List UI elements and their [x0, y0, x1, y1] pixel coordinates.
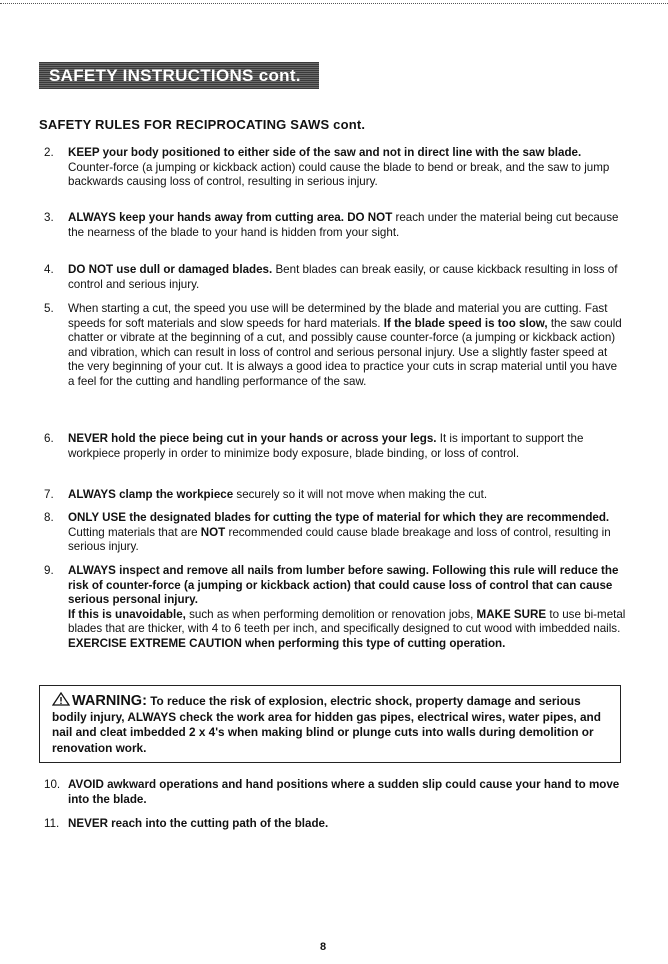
rule-item-11	[44, 817, 626, 832]
rule-text: reach under the material being cut because the nearness of the blade to your hand is hidden from your sight.	[68, 211, 619, 239]
rule-number: 7.	[44, 488, 54, 501]
rule-number: 11.	[44, 817, 60, 830]
rule-item-6	[44, 432, 626, 461]
rule-emphasis: DO NOT use dull or damaged blades.	[68, 263, 273, 276]
rule-emphasis: AVOID awkward operations and hand positions where a sudden slip could cause your hand to move into the blade.	[68, 778, 620, 806]
warning-triangle-icon	[52, 692, 70, 706]
rule-text: Bent blades can break easily, or cause kickback resulting in loss of control and serious injury.	[68, 263, 618, 291]
top-dotted-rule	[0, 3, 668, 4]
rule-emphasis: MAKE SURE	[476, 607, 547, 621]
rule-number: 2.	[44, 146, 54, 159]
rule-emphasis: ONLY USE the designated blades for cutting the type of material for which they are recommended.	[68, 511, 610, 524]
rule-emphasis: EXERCISE EXTREME CAUTION when performing this type of cutting operation.	[68, 636, 506, 650]
rule-emphasis: If the blade speed is too slow,	[383, 316, 548, 330]
rule-emphasis: ALWAYS clamp the workpiece	[68, 488, 234, 501]
warning-box	[39, 685, 621, 763]
rule-item-9	[44, 564, 626, 652]
rule-text: It is important to support the workpiece properly in order to minimize body exposure, blade binding, or loss of control.	[68, 432, 584, 460]
rule-number: 8.	[44, 511, 54, 524]
rule-emphasis: If this is unavoidable,	[68, 607, 186, 621]
rule-emphasis: KEEP your body positioned to either side of the saw and not in direct line with the saw blade.	[68, 146, 582, 159]
rule-item-10	[44, 778, 626, 807]
section-heading: SAFETY RULES FOR RECIPROCATING SAWS cont.	[39, 117, 366, 132]
section-banner: SAFETY INSTRUCTIONS cont.	[39, 62, 319, 89]
rule-item-3	[44, 211, 626, 240]
rule-number: 10.	[44, 778, 61, 791]
rule-item-2	[44, 146, 626, 190]
rule-number: 9.	[44, 564, 54, 577]
rule-number: 6.	[44, 432, 54, 445]
rule-text: When starting a cut, the speed you use will be determined by the blade and material you are cutting. Fast speeds for soft materials and slow speeds for hard materials.	[68, 302, 608, 330]
warning-heading: WARNING:	[72, 693, 147, 709]
rule-number: 4.	[44, 263, 54, 276]
rule-item-8	[44, 511, 626, 555]
rule-text: to use bi-metal blades that are thicker, with 4 to 6 teeth per inch, and specifically designed to cut wood with imbedded nails.	[68, 607, 626, 636]
page-number: 8	[320, 941, 327, 953]
rule-number: 5.	[44, 302, 54, 315]
rule-emphasis: ALWAYS keep your hands away from cutting area. DO NOT	[68, 211, 393, 224]
rule-item-4	[44, 263, 626, 292]
rule-text: such as when performing demolition or renovation jobs,	[185, 607, 477, 621]
rule-item-5	[44, 302, 626, 390]
warning-text: To reduce the risk of explosion, electric shock, property damage and serious bodily injury, ALWAYS check the work area for hidden gas pipes, electrical wires, water pipes, and nail and cleat imbedded 2 x 4's when making blind or plunge cuts into walls during demolition or renovation work.	[52, 694, 601, 755]
rule-number: 3.	[44, 211, 54, 224]
rule-text: securely so it will not move when making the cut.	[233, 488, 488, 501]
rule-text: the saw could chatter or vibrate at the beginning of a cut, and possibly cause counter-force (a jumping or kickback action) and vibration, which can result in loss of control and serious personal injury. Use a slightly faster speed at the very beginning of your cut. It is always a good idea to practice your cuts in scrap material until you have a feel for the cutting and handling performance of the saw.	[68, 316, 622, 388]
rule-text: Cutting materials that are	[68, 525, 201, 539]
rule-emphasis: NEVER reach into the cutting path of the blade.	[68, 817, 329, 830]
rule-text: Counter-force (a jumping or kickback action) could cause the blade to bend or break, and the saw to jump backwards causing loss of control, resulting in serious injury.	[68, 160, 610, 189]
rule-item-7	[44, 488, 626, 503]
rule-emphasis: NOT	[200, 525, 226, 539]
rule-emphasis: NEVER hold the piece being cut in your hands or across your legs.	[68, 432, 437, 445]
rule-text: recommended could cause blade breakage and loss of control, resulting in serious injury.	[68, 525, 611, 554]
rule-emphasis: ALWAYS inspect and remove all nails from lumber before sawing. Following this rule will reduce the risk of counter-force (a jumping or kickback action) that could cause loss of control that can cause serious personal injury.	[68, 564, 619, 607]
